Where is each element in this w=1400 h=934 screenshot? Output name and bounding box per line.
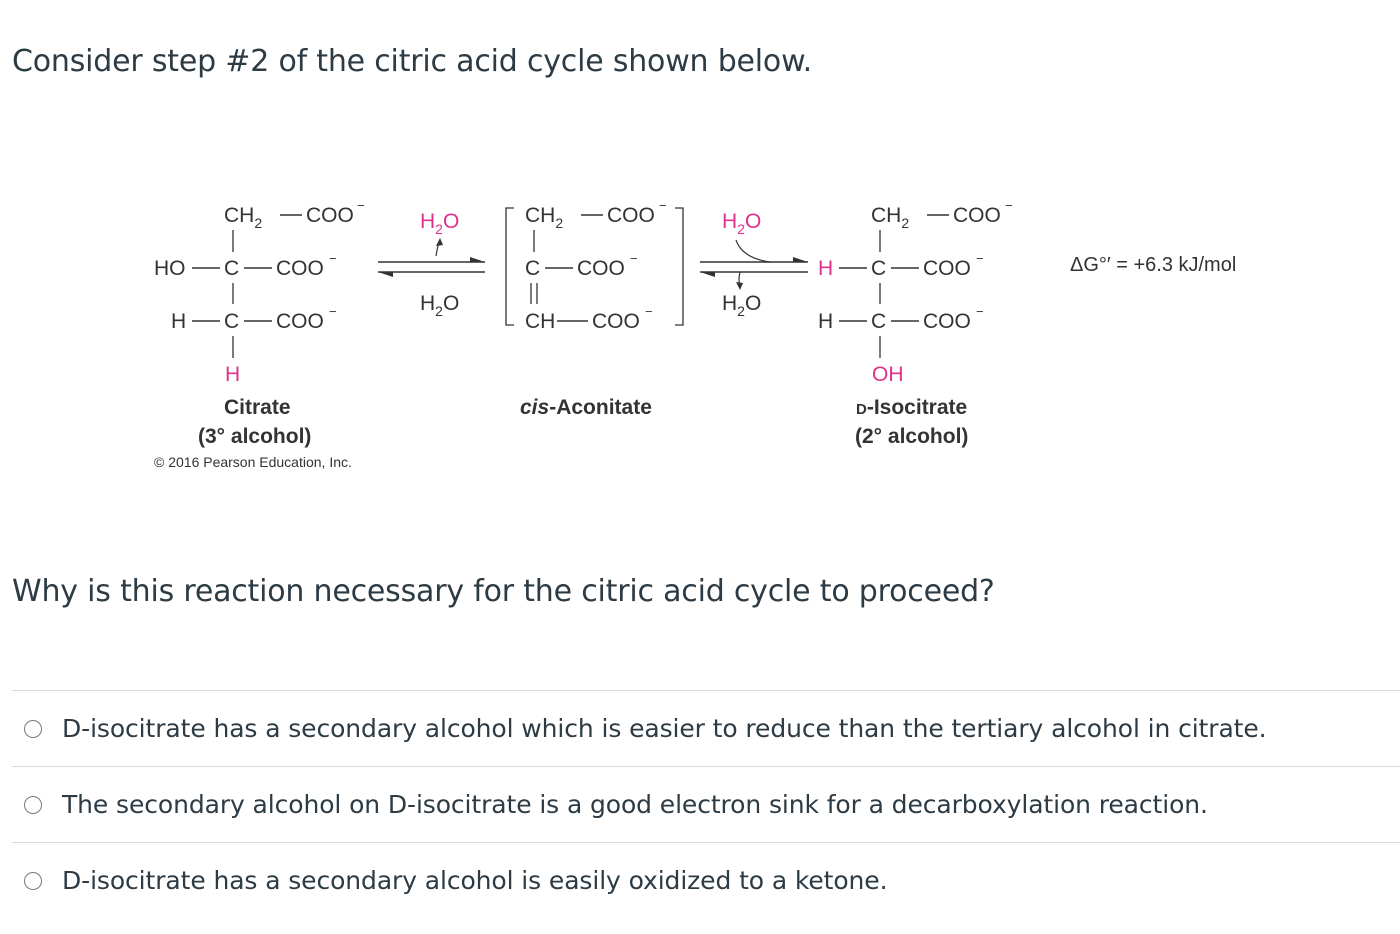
svg-text:H2O: $H_2O$: [722, 292, 762, 319]
svg-text:−: −: [976, 304, 984, 319]
answer-label: The secondary alcohol on D-isocitrate is a good electron sink for a decarboxylation reaction.: [62, 790, 1208, 819]
question-text: Why is this reaction necessary for the citric acid cycle to proceed?: [12, 574, 995, 609]
svg-text:COO: COO: [607, 204, 655, 227]
svg-text:Citrate: Citrate: [224, 396, 291, 419]
delta-g-value: ΔG°′ = +6.3 kJ/mol: [1070, 254, 1237, 276]
svg-text:CH2: $CH_2$: [871, 204, 910, 231]
equilibrium-arrow-2: [700, 210, 808, 319]
answer-option-3[interactable]: [12, 842, 1400, 918]
answer-label: D-isocitrate has a secondary alcohol which is easier to reduce than the tertiary alcohol in citrate.: [62, 714, 1267, 743]
svg-text:H: H: [818, 310, 834, 333]
svg-text:H2O: $H_2O$: [722, 210, 762, 237]
svg-text:OH: OH: [872, 363, 904, 386]
question-prompt: Consider step #2 of the citric acid cycle shown below.: [12, 44, 813, 79]
svg-text:C: C: [871, 310, 887, 333]
svg-text:−: −: [659, 198, 667, 213]
answer-option-2[interactable]: [12, 766, 1400, 842]
svg-text:−: −: [357, 198, 365, 213]
radio-button[interactable]: [24, 872, 42, 890]
svg-text:COO: COO: [923, 310, 971, 333]
svg-text:C: C: [871, 257, 887, 280]
svg-text:−: −: [976, 251, 984, 266]
reaction-figure: [140, 180, 1300, 480]
svg-text:(3° alcohol): (3° alcohol): [198, 425, 312, 448]
svg-text:H: H: [225, 363, 241, 386]
cis-aconitate-structure: [506, 198, 683, 419]
svg-text:−: −: [1005, 198, 1013, 213]
svg-text:© 2016 Pearson Education, Inc.: © 2016 Pearson Education, Inc.: [154, 454, 352, 470]
svg-text:C: C: [224, 257, 240, 280]
svg-text:−: −: [329, 304, 337, 319]
svg-text:COO: COO: [276, 310, 324, 333]
svg-text:H2O: $H_2O$: [420, 292, 460, 319]
svg-text:H2O: $H_2O$: [420, 210, 460, 237]
answer-label: D-isocitrate has a secondary alcohol is easily oxidized to a ketone.: [62, 866, 888, 895]
isocitrate-structure: [818, 198, 1013, 448]
svg-text:−: −: [645, 304, 653, 319]
svg-text:CH2: $CH_2$: [525, 204, 564, 231]
svg-text:−: −: [329, 251, 337, 266]
svg-text:COO: COO: [592, 310, 640, 333]
radio-button[interactable]: [24, 720, 42, 738]
svg-text:C: C: [525, 257, 541, 280]
svg-text:COO: COO: [953, 204, 1001, 227]
answer-list: [12, 690, 1400, 918]
svg-text:COO: COO: [577, 257, 625, 280]
equilibrium-arrow-1: [378, 210, 485, 319]
svg-text:H: H: [818, 257, 834, 280]
svg-text:CH: CH: [525, 310, 556, 333]
answer-option-1[interactable]: [12, 690, 1400, 766]
svg-text:HO: HO: [154, 257, 186, 280]
radio-button[interactable]: [24, 796, 42, 814]
svg-text:COO: COO: [306, 204, 354, 227]
svg-text:COO: COO: [923, 257, 971, 280]
svg-text:(2° alcohol): (2° alcohol): [855, 425, 969, 448]
svg-text:cis-Aconitate: cis-Aconitate: [520, 396, 652, 419]
citrate-structure: [154, 198, 365, 470]
svg-text:D-Isocitrate: D-Isocitrate: [856, 396, 968, 419]
svg-text:COO: COO: [276, 257, 324, 280]
svg-text:−: −: [630, 251, 638, 266]
svg-text:H: H: [171, 310, 187, 333]
svg-text:C: C: [224, 310, 240, 333]
svg-text:CH2: $CH_2$: [224, 204, 263, 231]
